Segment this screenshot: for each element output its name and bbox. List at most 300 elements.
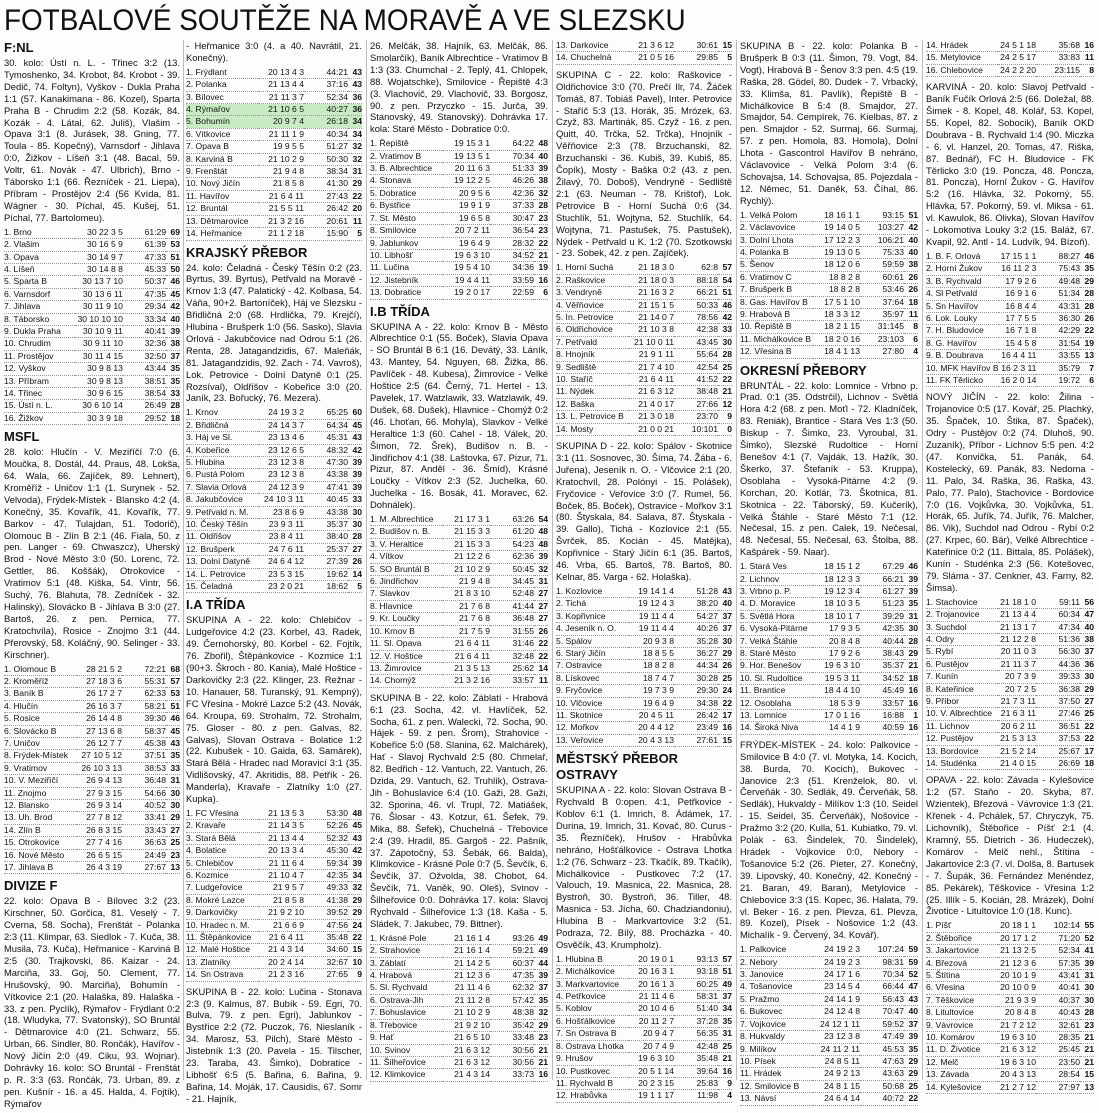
- table-row: [740, 296, 918, 308]
- record: 21 9 2 10: [454, 1019, 490, 1030]
- score: 33:59: [512, 274, 534, 285]
- score: 43:44: [144, 363, 167, 374]
- score: 70:34: [512, 150, 534, 161]
- table-row: [740, 210, 918, 222]
- table-row: [556, 361, 732, 373]
- record: 30 3 9 18: [87, 412, 123, 423]
- table-row: [370, 538, 548, 550]
- standings-table: [4, 227, 180, 426]
- team-name: 1. Brno: [4, 226, 32, 237]
- record: 21 6 3 12: [454, 1044, 490, 1055]
- table-row: [556, 1015, 732, 1027]
- score: 61:39: [144, 239, 167, 250]
- table-row: [186, 519, 362, 531]
- points: 22: [538, 638, 548, 649]
- record: 24 7 6 11: [268, 543, 304, 554]
- team-name: 3. Stará Bělá: [186, 832, 236, 843]
- team-name: 9. Fryčovice: [556, 685, 603, 696]
- match-report: 30. kolo: Ústí n. L. - Třinec 3:2 (13. Tymoshenko, 34. Krobot, 84. Krobot - 39. Dedič, 74. Foltyn), Vyškov - Dukla Praha 1:1 (57. Kanakimana - 86. Kozel), Sparta Praha B - Chrudim 2:2 (58. Kozák, 84. Kozák - 4. Látal, 62. Juliš), Vlašim - Opava 3:1 (8. Jurásek, 38. Gning, 77. Toula - 85. Kopečný), Varnsdorf - Jihlava 0:0, Žižkov - Líšeň 3:1 (48. Bacal, 59. Voltr, 61. Novák - 47. Ulbrich), Brno - Táborsko 1:1 (66. Řezníček - 21. Liepa), Příbram - Prostějov 2:4 (56 Kvída, 81. Wágner - 30. Píchal, 45. Kušej, 51. Píchal, 77. Bartolomeu).: [4, 57, 180, 223]
- points: 39: [352, 469, 362, 480]
- table-row: [926, 362, 1094, 374]
- team-name: 2. Michálkovice: [556, 966, 615, 977]
- score: 35:48: [326, 932, 348, 943]
- table-row: [926, 1069, 1094, 1081]
- table-row: [740, 284, 918, 296]
- record: 30 13 6 11: [82, 288, 123, 299]
- score: 23:115: [1054, 64, 1080, 75]
- record: 24 14 1 9: [824, 993, 860, 1004]
- team-name: 12. Mořkov: [556, 722, 599, 733]
- score: 50:37: [144, 276, 167, 287]
- team-name: 10. MFK Havířov B: [926, 362, 999, 373]
- team-name: 8. Ostrava Lhotka: [556, 1040, 624, 1051]
- table-row: [556, 274, 732, 286]
- score: 62:8: [701, 262, 718, 273]
- team-name: 4. Jeseník n. O.: [556, 623, 617, 634]
- record: 24 19 2 3: [824, 956, 860, 967]
- record: 19 9 5 5: [272, 141, 304, 152]
- record: 19 6 4 9: [458, 237, 490, 248]
- points: 15: [1084, 1069, 1094, 1080]
- table-row: [370, 1019, 548, 1031]
- points: 22: [722, 697, 732, 708]
- table-row: [186, 919, 362, 931]
- table-row: [186, 894, 362, 906]
- score: 44:21: [326, 66, 348, 77]
- standings-table: [370, 138, 548, 299]
- score: 44:34: [696, 660, 718, 671]
- team-name: 6. Pustějov: [926, 658, 969, 669]
- points: 37: [1084, 646, 1094, 657]
- score: 29:30: [696, 685, 718, 696]
- points: 27: [170, 824, 180, 835]
- score: 52:32: [326, 832, 348, 843]
- score: 56:43: [882, 993, 904, 1004]
- team-name: 14. Třinec: [4, 387, 43, 398]
- record: 26 16 3 7: [86, 700, 122, 711]
- table-row: [4, 263, 180, 275]
- record: 21 13 4 4: [1000, 609, 1036, 620]
- points: 9: [727, 411, 732, 422]
- score: 35:48: [696, 1053, 718, 1064]
- table-row: [556, 324, 732, 336]
- table-row: [556, 299, 732, 311]
- table-row: [740, 610, 918, 622]
- score: 50:68: [882, 1080, 904, 1091]
- table-row: [186, 857, 362, 869]
- record: 24 12 1 11: [820, 1018, 860, 1029]
- record: 21 5 2 14: [1000, 745, 1036, 756]
- points: 42: [170, 301, 180, 312]
- score: 15:90: [326, 228, 348, 239]
- points: 43: [722, 585, 732, 596]
- record: 21 18 1 0: [1000, 596, 1036, 607]
- record: 27 18 3 6: [86, 675, 122, 686]
- record: 30 16 5 9: [87, 239, 123, 250]
- team-name: 8. Táborsko: [4, 313, 50, 324]
- team-name: 14. Sn Ostrava: [186, 969, 244, 980]
- record: 19 7 3 9: [642, 685, 674, 696]
- points: 57: [170, 675, 180, 686]
- score: 38:51: [144, 375, 167, 386]
- points: 21: [538, 1056, 548, 1067]
- team-name: 8. Hnojník: [556, 349, 595, 360]
- points: 17: [722, 709, 732, 720]
- team-name: 11. Havířov: [186, 190, 230, 201]
- table-row: [4, 227, 180, 239]
- score: 46:26: [512, 175, 534, 186]
- record: 16 2 3 11: [1001, 362, 1037, 373]
- record: 21 4 3 14: [268, 944, 304, 955]
- score: 49:48: [1058, 275, 1081, 286]
- record: 21 2 3 16: [268, 969, 304, 980]
- points: 26: [908, 284, 918, 295]
- team-name: 13. Dolní Datyně: [186, 556, 251, 567]
- team-name: 9. Petřvald n. M.: [186, 506, 249, 517]
- points: 52: [1084, 932, 1094, 943]
- team-name: 9. Vratimov: [4, 762, 48, 773]
- record: 21 6 4 11: [268, 190, 304, 201]
- column-divider: [366, 40, 367, 1080]
- points: 56: [1084, 596, 1094, 607]
- score: 27:67: [144, 862, 166, 872]
- table-row: [186, 419, 362, 431]
- score: 19:72: [1058, 374, 1081, 385]
- team-name: 14. L. Petrovice: [186, 568, 246, 579]
- table-row: [556, 287, 732, 299]
- record: 21 17 3 1: [454, 514, 490, 525]
- score: 51:33: [512, 163, 534, 174]
- table-row: [4, 675, 180, 687]
- points: 28: [908, 635, 918, 646]
- points: 41: [1084, 945, 1094, 956]
- score: 36:27: [696, 647, 718, 658]
- points: 37: [538, 982, 548, 993]
- column-divider: [183, 40, 184, 1080]
- record: 20 6 2 11: [1000, 720, 1036, 731]
- table-row: [740, 710, 918, 722]
- team-name: 3. Suchdol: [926, 621, 967, 632]
- score: 66:21: [882, 573, 904, 584]
- points: 45: [170, 725, 180, 736]
- record: 18 16 1 1: [824, 209, 860, 220]
- team-name: 7. Uničov: [4, 737, 40, 748]
- record: 19 12 2 5: [454, 175, 490, 186]
- score: 48:32: [326, 444, 348, 455]
- score: 40:27: [326, 104, 348, 115]
- table-row: [370, 662, 548, 674]
- table-row: [186, 870, 362, 882]
- points: 31: [722, 1028, 732, 1039]
- table-row: [4, 412, 180, 424]
- score: 27:61: [696, 734, 718, 745]
- score: 11:98: [697, 1090, 718, 1101]
- points: 37: [170, 350, 180, 361]
- score: 53:46: [882, 284, 904, 295]
- table-row: [556, 373, 732, 385]
- record: 17 15 1 1: [1000, 250, 1037, 261]
- table-row: [926, 758, 1094, 770]
- points: 25: [722, 361, 732, 372]
- score: 26:49: [144, 400, 167, 411]
- team-name: 2. Kravaře: [186, 820, 226, 831]
- table-row: [370, 175, 548, 187]
- record: 18 15 1 2: [824, 561, 860, 572]
- table-row: [556, 647, 732, 659]
- record: 20 2 3 15: [638, 1077, 674, 1088]
- table-row: [186, 457, 362, 469]
- score: 60:37: [512, 957, 534, 968]
- points: 8: [913, 321, 918, 332]
- points: 24: [352, 919, 362, 930]
- score: 27:66: [696, 398, 718, 409]
- points: 37: [722, 623, 732, 634]
- table-row: [370, 1056, 548, 1068]
- score: 60:34: [1058, 609, 1080, 620]
- record: 26 10 3 13: [81, 762, 122, 773]
- points: 32: [352, 153, 362, 164]
- score: 35:68: [1058, 40, 1080, 50]
- record: 27 9 3 15: [86, 787, 122, 798]
- team-name: 16. Chlebovice: [926, 64, 983, 75]
- record: 21 7 2 12: [1000, 1019, 1036, 1030]
- table-row: [740, 981, 918, 993]
- table-row: [186, 79, 362, 91]
- points: 11: [1084, 52, 1094, 63]
- standings-table: [926, 40, 1094, 77]
- points: 39: [908, 585, 918, 596]
- score: 40:41: [144, 325, 167, 336]
- record: 21 3 0 18: [638, 411, 674, 422]
- points: 29: [1084, 683, 1094, 694]
- points: 5: [727, 52, 732, 63]
- points: 22: [722, 373, 732, 384]
- record: 30 10 10 10: [77, 313, 123, 324]
- score: 38:43: [882, 648, 904, 658]
- team-name: 5. Spálov: [556, 635, 592, 646]
- match-report: 24. kolo: Čeladná - Český Těšín 0:2 (23. Byrtus, 39. Byrtus), Petřvald na Moravě - Krnov 1:3 (47. Palatický - 42. Kolbasa, 54. Váňa, 90+2. Bartoníček), Háj ve Slezsku - Břidličná 2:0 (68. Hrdlička, 79. Krejčí), Hlubina - Brušperk 1:0 (56. Sasko), Slavia Orlová - Jakubčovice nad Odrou 5:1 (26. Renta, 28. Jatagandzidis, 67. Maleňák, 81. Jatagandzidis, 92. Zach - 74. Vavroš), Lok. Petrovice - Dolní Datyně 0:1 (25. Rozsíval), Oldřišov - Kobeřice 3:0 (20. Janík, 23. Bořucký, 76. Mezera).: [186, 261, 362, 404]
- table-row: [926, 337, 1094, 349]
- table-row: [926, 658, 1094, 670]
- standings-table: [4, 664, 180, 875]
- table-row: [926, 374, 1094, 386]
- standings-table: [926, 597, 1094, 771]
- score: 42:48: [696, 1040, 718, 1051]
- team-name: 13. L. Petrovice B: [556, 411, 624, 422]
- score: 27:80: [882, 346, 904, 357]
- team-name: 4. Věřňovice: [556, 299, 604, 310]
- team-name: 6. Jindřichov: [370, 576, 419, 587]
- score: 36:54: [512, 225, 534, 236]
- points: 30: [352, 506, 362, 517]
- team-name: 13. Uh. Brod: [4, 812, 53, 823]
- points: 35: [1084, 263, 1094, 274]
- record: 20 7 2 5: [1004, 683, 1036, 694]
- score: 33:57: [882, 697, 904, 708]
- table-row: [370, 563, 548, 575]
- table-row: [926, 609, 1094, 621]
- score: 51:28: [696, 585, 718, 596]
- team-name: 1. Stará Ves: [740, 561, 787, 572]
- score: 36:63: [144, 837, 166, 848]
- record: 21 12 2 6: [454, 551, 490, 562]
- table-row: [740, 697, 918, 709]
- score: 42:35: [882, 623, 904, 634]
- record: 21 9 2 10: [268, 907, 304, 918]
- standings-table: [926, 920, 1094, 1094]
- table-row: [556, 1028, 732, 1040]
- team-name: 10. V. Meziříčí: [4, 775, 59, 786]
- section-heading: OKRESNÍ PŘEBORY: [740, 362, 867, 378]
- table-row: [370, 650, 548, 662]
- record: 21 6 4 11: [454, 650, 490, 661]
- table-row: [370, 237, 548, 249]
- table-row: [370, 287, 548, 299]
- team-name: 14. Chuchelná: [556, 52, 612, 63]
- points: 26: [538, 625, 548, 636]
- team-name: 10. Sl. Rudoltice: [740, 672, 803, 683]
- record: 27 7 8 12: [86, 812, 122, 823]
- table-row: [926, 957, 1094, 969]
- points: 31: [1084, 969, 1094, 980]
- points: 46: [722, 299, 732, 310]
- team-name: 11. D. Životice: [926, 1044, 981, 1055]
- record: 21 16 1 4: [454, 945, 490, 956]
- score: 37:28: [696, 1015, 718, 1026]
- table-row: [4, 251, 180, 263]
- score: 41:38: [326, 894, 348, 905]
- table-row: [370, 274, 548, 286]
- record: 21 9 4 8: [458, 576, 490, 587]
- table-row: [370, 933, 548, 945]
- points: 51: [170, 251, 180, 262]
- team-name: 13. Příbram: [4, 375, 49, 386]
- team-name: 12. V. Hoštice: [370, 650, 423, 661]
- score: 30:56: [512, 1044, 534, 1055]
- points: 29: [352, 894, 362, 905]
- table-row: [370, 994, 548, 1006]
- match-report: SKUPINA B - 22. kolo: Záblatí - Hrabová 6:1 (23. Socha, 42. vl. Havlíček, 52. Socha, 61. z pen. Walecki, 72. Socha, 90. Hájek - 59. z pen. Šrom), Strahovice - Kobeřice 5:0 (58. Slanina, 62. Malchárek), Hať - Slavoj Rychvald 2:5 (80. Chmelař, 82. Bedřich - 12. Vantuch, 22. Vantuch, 26. Dzida, 29. Vantuch, 62. Truhlík), Ostrava-Jih - Bohuslavice 6:4 (10. Gaži, 28. Gaži, 32. Sporina, 46. vl. Trupl, 72. Matiášek, 76. Šlosar - 43. Kotzur, 61. Šefek, 79. Mika, 88. Šefek), Chuchelná - Třebovice 2:4 (39. Hradil, 85. Gargoš - 22. Pašník, 37. Zápotočný, 53. Šebák, 66. Balda), Klimkovice - Krásné Pole 0:7 (5. Ševčík, 6. Ševčík, 37. Ožvolda, 38. Chobot, 64. Ševčík, 71. Vaněk, 90. Oleš), Svinov - Šilheřovice 0:0. Dohrávka 17. kola: Slavoj Rychvald - Šilheřovice 1:3 (18. Kaša - 5. Sládek, 7. Jakubec, 79. Bittner).: [370, 691, 548, 929]
- team-name: 4. D. Moravice: [740, 598, 796, 609]
- record: 19 6 3 10: [638, 1053, 674, 1064]
- record: 21 9 1 11: [638, 349, 674, 360]
- score: 47:41: [326, 481, 348, 492]
- team-name: 8. Třebovice: [370, 1019, 418, 1030]
- record: 24 19 2 3: [824, 944, 860, 955]
- points: 44: [538, 957, 548, 968]
- record: 20 8 4 8: [828, 635, 860, 646]
- record: 20 11 2 7: [638, 1015, 674, 1026]
- team-name: 14. Široká Niva: [740, 722, 799, 733]
- match-report: NOVÝ JIČÍN - 22. kolo: Žilina - Trojanovice 0:5 (17. Kovář, 25. Plachký, 35. Špaček, 10. Štika, 87. Špaček), Odry - Pustějov 0:2 (74. Dluhoš, 90. Zuzaník), Příbor - Lichnov 5:5 pen. 4:2 (47. Konvička, 51. Panák, 64. Kostelecký, 69. Panák, 83. Nedoma - 11. Palo, 34. Raška, 36. Raška, 43. Palo, 77. Palo), Stachovice - Bordovice 7:0 (16. Vojkůvka, 30. Vojkůvka, 51. Horák, 65. Juřík, 74. Juřík, 76. Malcher, 86. Vik), Suchdol nad Odrou - Rybí 0:2 (27. Krpec, 60. Bár), Velké Albrechtice - Kateřinice 0:2 (11. Bittala, 85. Polášek), Kunín - Studénka 2:3 (56. Kotešovec, 79. Sláma - 37. Cenkner, 43. Farny, 82. Šimsa).: [926, 391, 1094, 593]
- column-divider: [736, 40, 737, 1080]
- team-name: 9. Darkovičky: [186, 907, 238, 918]
- table-row: [370, 1044, 548, 1056]
- team-name: 3. Opava: [4, 251, 39, 262]
- table-row: [4, 325, 180, 337]
- table-row: [926, 597, 1094, 609]
- points: 30: [1084, 671, 1094, 682]
- points: 35: [908, 598, 918, 609]
- table-row: [4, 787, 180, 799]
- score: 40:52: [144, 799, 166, 810]
- points: 32: [538, 187, 548, 198]
- score: 56:30: [1058, 646, 1080, 657]
- team-name: 7. Petřvald: [556, 336, 598, 347]
- team-name: 3. Vendryně: [556, 287, 602, 298]
- score: 38:40: [326, 531, 348, 542]
- record: 21 11 4 6: [454, 982, 490, 993]
- standings-table: [370, 514, 548, 688]
- points: 15: [722, 40, 732, 50]
- score: 45:31: [326, 432, 348, 443]
- points: 17: [1084, 745, 1094, 756]
- score: 43:38: [326, 469, 348, 480]
- record: 19 6 3 10: [824, 660, 860, 671]
- points: 42: [352, 444, 362, 455]
- points: 25: [908, 1080, 918, 1091]
- team-name: 11. Lučina: [370, 262, 410, 273]
- team-name: 4. Polanka B: [740, 246, 789, 257]
- team-name: 11. Šilheřovice: [370, 1056, 426, 1067]
- score: 88:18: [696, 274, 718, 285]
- table-row: [370, 514, 548, 526]
- team-name: 2. Strahovice: [370, 945, 421, 956]
- table-row: [370, 613, 548, 625]
- team-name: 15. Metylovice: [926, 52, 981, 63]
- score: 36:30: [1058, 312, 1081, 323]
- team-name: 10. V. Albrechtice: [926, 708, 993, 719]
- team-name: 11. Prostějov: [4, 350, 54, 361]
- table-row: [186, 556, 362, 568]
- team-name: 10. Komárov: [926, 1032, 975, 1042]
- record: 21 12 3 6: [1000, 957, 1036, 968]
- score: 37:64: [882, 296, 904, 307]
- record: 19 2 0 17: [454, 287, 490, 298]
- score: 47:33: [144, 251, 167, 262]
- record: 20 5 1 14: [638, 1065, 674, 1076]
- table-row: [556, 954, 732, 966]
- score: 93:26: [512, 932, 534, 943]
- table-row: [186, 203, 362, 215]
- record: 17 12 2 3: [824, 234, 860, 245]
- score: 47:49: [882, 1031, 904, 1042]
- team-name: 7. Kunín: [926, 671, 959, 682]
- points: 34: [722, 1003, 732, 1014]
- team-name: 9. Příbor: [926, 696, 959, 707]
- score: 27:39: [326, 556, 348, 567]
- team-name: 1. Krnov: [186, 407, 219, 418]
- score: 33:57: [512, 675, 534, 686]
- score: 44:36: [1058, 658, 1080, 669]
- score: 32:67: [326, 956, 348, 967]
- record: 26 12 7 7: [86, 737, 122, 748]
- record: 20 11 6 3: [454, 163, 490, 174]
- table-row: [740, 672, 918, 684]
- record: 20 16 3 1: [638, 966, 674, 977]
- table-row: [556, 1040, 732, 1052]
- record: 21 7 5 9: [458, 625, 490, 636]
- team-name: 1. Palkovice: [740, 944, 787, 955]
- record: 21 4 0 17: [638, 398, 674, 409]
- score: 56:35: [696, 1028, 718, 1039]
- record: 24 14 3 7: [268, 419, 304, 430]
- table-row: [740, 635, 918, 647]
- match-report: OPAVA - 22. kolo: Závada - Kylešovice 1:2 (57. Staňo - 20. Skyba, 87. Wzientek), Březová - Vávrovice 1:3 (21. Křenek - 4. Pchálek, 57. Chryczyk, 75. Lichovník), Štěbořice - Píšť 2:1 (4. Kramný, 55. Dietrich - 36. Hudeczek), Komárov - Melč nehl., Štítina - Jakartovice 2:3 (7. vl. Dolša, 8. Bartusek - 7. Šupák, 36. Fernández Menéndez, 85. Pekárek), Těškovice - Vřesina 1:2 (25. Illík - 5. Kocián, 28. Mrázek), Dolní Životice - Litultovice 1:0 (18. Kunc).: [926, 774, 1094, 917]
- team-name: 16. Nové Město: [4, 849, 65, 860]
- score: 40:45: [326, 494, 348, 505]
- record: 19 14 0 5: [824, 222, 860, 233]
